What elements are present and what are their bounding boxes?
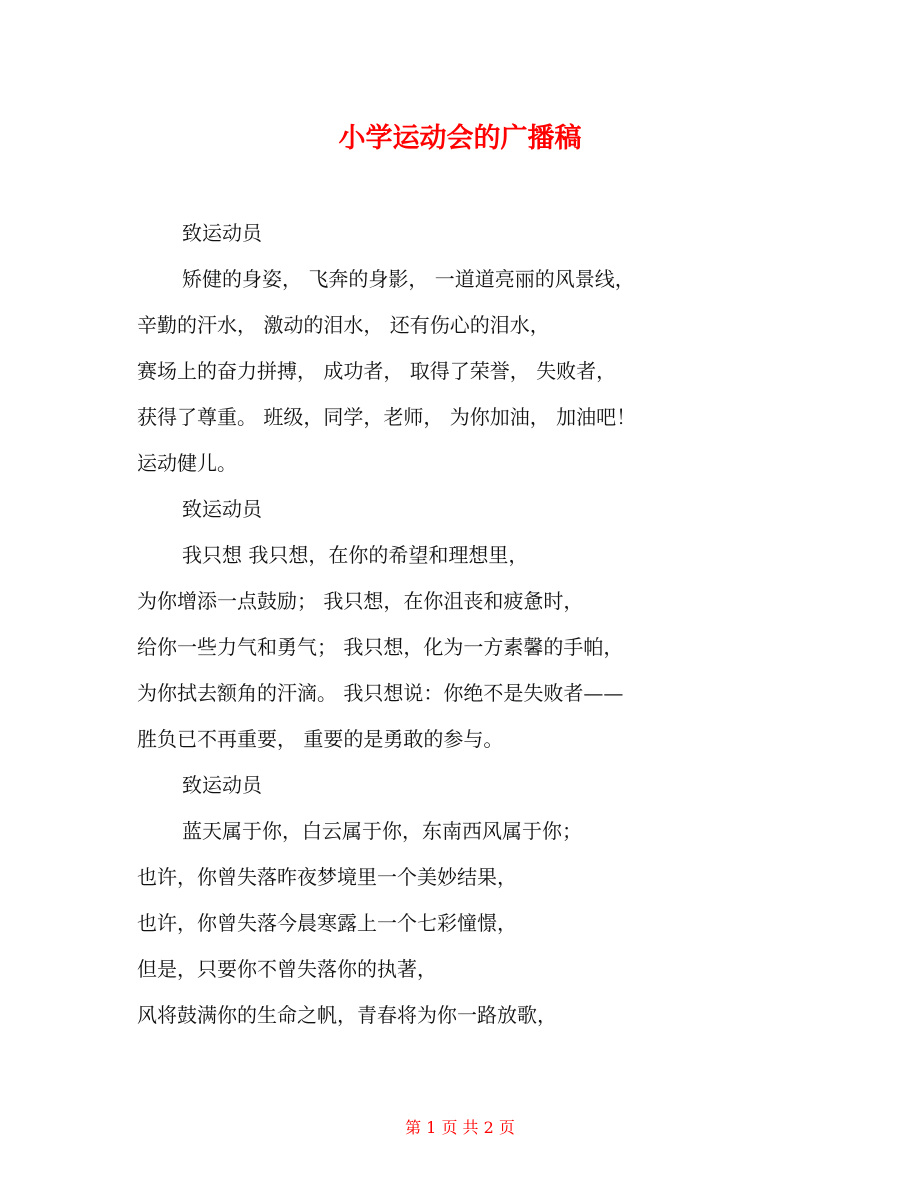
paragraph-line: 蓝天属于你，白云属于你，东南西风属于你； bbox=[182, 819, 582, 843]
paragraph-line: 给你一些力气和勇气； 我只想，化为一方素馨的手帕， bbox=[137, 635, 624, 659]
paragraph-line: 获得了尊重。 班级，同学，老师， 为你加油， 加油吧！ bbox=[137, 405, 637, 429]
paragraph-line: 为你拭去额角的汗滴。 我只想说：你绝不是失败者—— bbox=[137, 681, 624, 705]
paragraph-line: 也许，你曾失落今晨寒露上一个七彩憧憬， bbox=[137, 911, 517, 935]
paragraph-line: 为你增添一点鼓励； 我只想，在你沮丧和疲惫时， bbox=[137, 589, 584, 613]
paragraph-line: 风将鼓满你的生命之帆，青春将为你一路放歌， bbox=[137, 1003, 557, 1027]
paragraph-line: 赛场上的奋力拼搏， 成功者， 取得了荣誉， 失败者， bbox=[137, 359, 617, 383]
salutation-2: 致运动员 bbox=[182, 497, 262, 521]
page-footer: 第 1 页 共 2 页 bbox=[405, 1118, 515, 1137]
document-title: 小学运动会的广播稿 bbox=[338, 123, 582, 154]
paragraph-line: 矫健的身姿， 飞奔的身影， 一道道亮丽的风景线， bbox=[182, 267, 635, 291]
paragraph-line: 辛勤的汗水， 激动的泪水， 还有伤心的泪水， bbox=[137, 313, 550, 337]
paragraph-line: 我只想 我只想，在你的希望和理想里， bbox=[182, 543, 529, 567]
paragraph-line: 运动健儿。 bbox=[137, 451, 237, 475]
paragraph-line: 但是，只要你不曾失落你的执著， bbox=[137, 957, 437, 981]
salutation-1: 致运动员 bbox=[182, 221, 262, 245]
document-body bbox=[137, 210, 797, 1038]
salutation-3: 致运动员 bbox=[182, 773, 262, 797]
paragraph-line: 也许，你曾失落昨夜梦境里一个美妙结果， bbox=[137, 865, 517, 889]
paragraph-line: 胜负已不再重要， 重要的是勇敢的参与。 bbox=[137, 727, 504, 751]
